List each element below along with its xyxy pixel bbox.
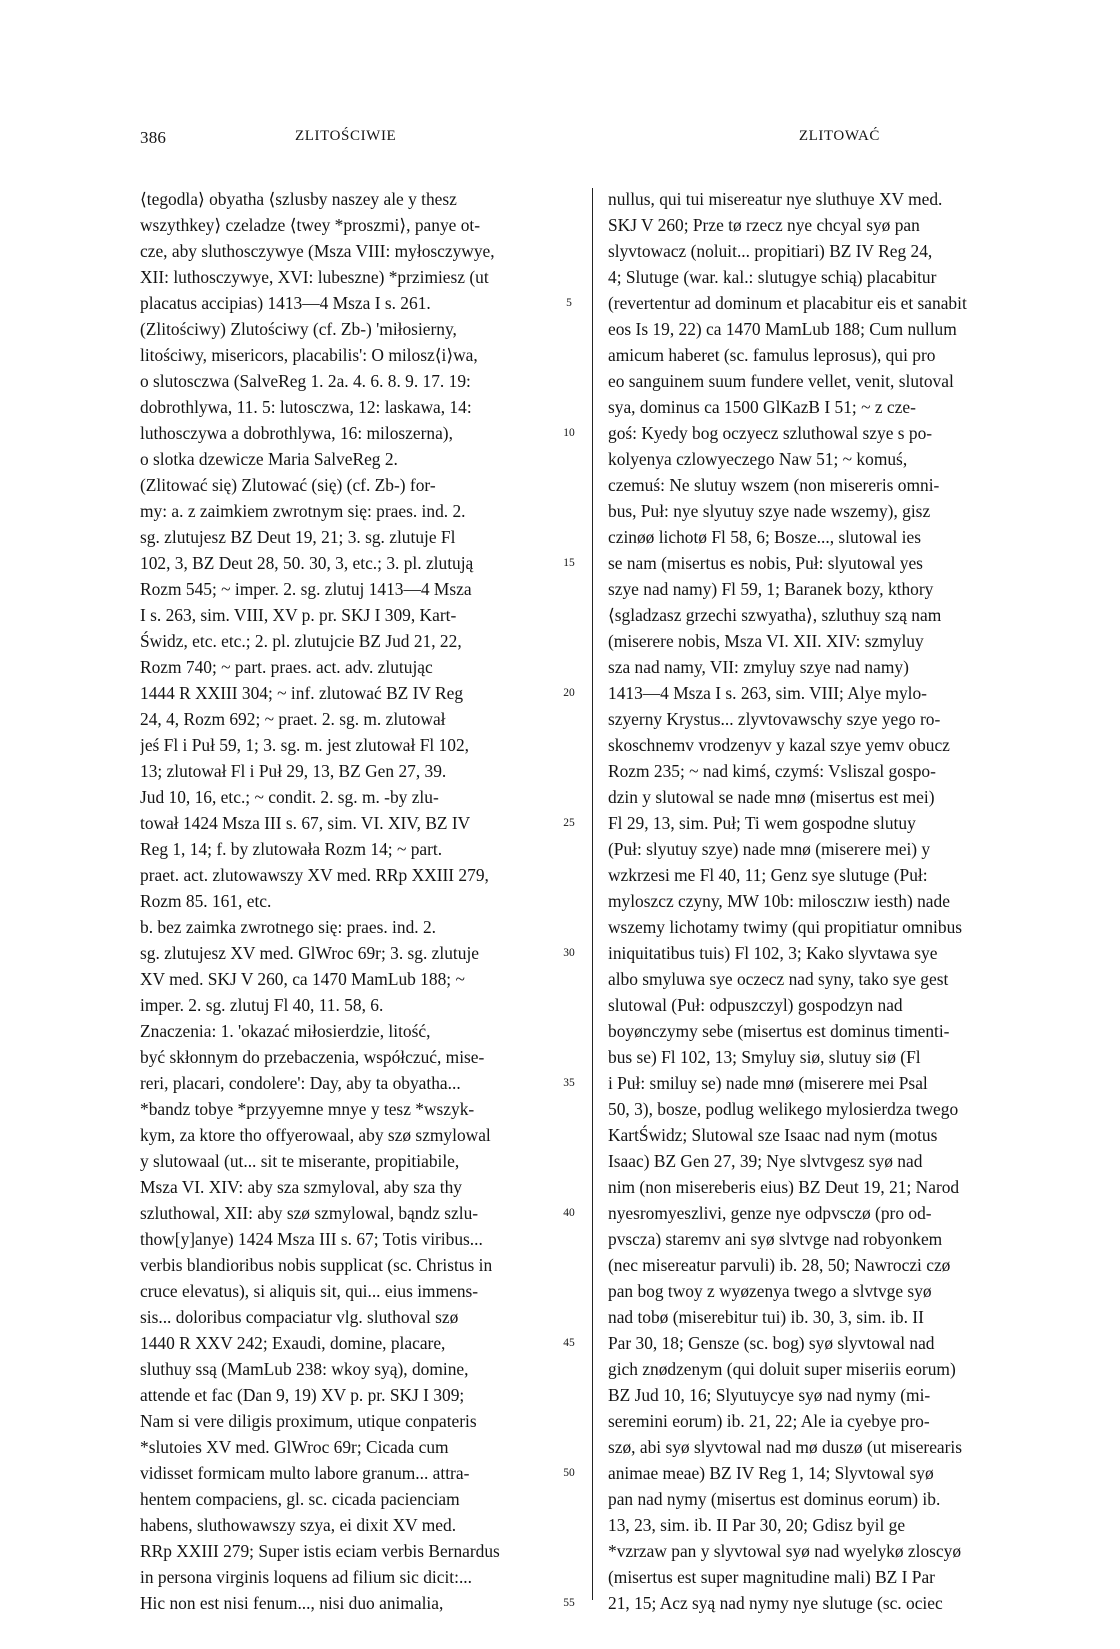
text-line: być skłonnym do przebaczenia, współczuć, mise-	[140, 1047, 485, 1067]
text-line: 50, 3), bosze, podlug welikego mylosierdza twego	[608, 1099, 959, 1119]
text-line: animae meae) BZ IV Reg 1, 14; Slyvtowal syø	[608, 1463, 934, 1483]
column-divider	[592, 188, 593, 1600]
text-line: sya, dominus ca 1500 GlKazB I 51; ~ z cze-	[608, 397, 916, 417]
text-line: BZ Jud 10, 16; Slyutuycye syø nad nymy (mi-	[608, 1385, 931, 1405]
text-line: kym, za ktore tho offyerowaal, aby szø szmylowal	[140, 1125, 491, 1145]
text-line: pvscza) staremv ani syø slvtvge nad robyonkem	[608, 1229, 943, 1249]
text-line: bus se) Fl 102, 13; Smyluy siø, slutuy siø (Fl	[608, 1047, 921, 1067]
text-line: myloszcz czyny, MW 10b: milosczıw iesth) nade	[608, 891, 950, 911]
text-line: hentem compaciens, gl. sc. cicada pacienciam	[140, 1489, 460, 1509]
text-line: y slutowaal (ut... sit te miserante, propitiabile,	[140, 1151, 460, 1171]
text-line: RRp XXIII 279; Super istis eciam verbis Bernardus	[140, 1541, 500, 1561]
text-line: czinøø lichotø Fl 58, 6; Bosze..., slutowal ies	[608, 527, 921, 547]
line-number: 55	[563, 1597, 575, 1609]
line-number: 45	[563, 1337, 575, 1349]
text-line: Reg 1, 14; f. by zlutowała Rozm 14; ~ part.	[140, 839, 443, 859]
text-line: albo smyluwa sye oczecz nad syny, tako sye gest	[608, 969, 949, 989]
text-line: (nec misereatur parvuli) ib. 28, 50; Nawroczi czø	[608, 1255, 951, 1275]
text-line: bus, Puł: nye slyutuy szye nade wszemy), gisz	[608, 501, 931, 521]
text-line: szyerny Krystus... zlyvtovawschy szye yego ro-	[608, 709, 941, 729]
text-line: Rozm 235; ~ nad kimś, czymś: Vsliszal gospo-	[608, 761, 936, 781]
text-line: (Zlitościwy) Zlutościwy (cf. Zb-) 'miłosierny,	[140, 319, 457, 339]
text-line: szluthowal, XII: aby szø szmylowal, bąndz szlu-	[140, 1203, 479, 1223]
text-line: sluthuy ssą (MamLub 238: wkoy syą), domine,	[140, 1359, 469, 1379]
text-line: eo sanguinem suum fundere vellet, venit, slutoval	[608, 371, 954, 391]
text-line: ⟨tegodla⟩ obyatha ⟨szlusby naszey ale y thesz	[140, 189, 457, 209]
text-line: wszemy lichotamy twimy (qui propitiatur omnibus	[608, 917, 963, 937]
text-line: pan nad nymy (misertus est dominus eorum) ib.	[608, 1489, 941, 1509]
text-line: Rozm 545; ~ imper. 2. sg. zlutuj 1413—4 Msza	[140, 579, 472, 599]
line-number: 25	[563, 817, 575, 829]
line-number: 15	[563, 557, 575, 569]
text-line: sza nad namy, VII: zmyluy szye nad namy)	[608, 657, 909, 677]
text-line: o slotka dzewicze Maria SalveReg 2.	[140, 449, 398, 469]
text-line: 1440 R XXV 242; Exaudi, domine, placare,	[140, 1333, 446, 1353]
text-line: gich znødzenym (qui doluit super miseriis eorum)	[608, 1359, 956, 1379]
text-line: *vzrzaw pan y slyvtowal syø nad wyelykø zloscyø	[608, 1541, 962, 1561]
text-line: thow[y]anye) 1424 Msza III s. 67; Totis viribus...	[140, 1229, 483, 1249]
text-line: imper. 2. sg. zlutuj Fl 40, 11. 58, 6.	[140, 995, 384, 1015]
text-line: nad tobø (miserebitur tui) ib. 30, 3, sim. ib. II	[608, 1307, 924, 1327]
text-line: (misertus est super magnitudine mali) BZ I Par	[608, 1567, 935, 1587]
text-line: cze, aby sluthosczywye (Msza VIII: myłosczywye,	[140, 241, 495, 261]
line-number: 5	[566, 297, 572, 309]
text-line: 24, 4, Rozm 692; ~ praet. 2. sg. m. zlutował	[140, 709, 446, 729]
text-line: SKJ V 260; Prze tø rzecz nye chcyal syø pan	[608, 215, 920, 235]
text-line: tował 1424 Msza III s. 67, sim. VI. XIV, BZ IV	[140, 813, 471, 833]
text-line: dzin y slutowal se nade mnø (misertus est mei)	[608, 787, 935, 807]
text-line: slutowal (Puł: odpuszczyl) gospodzyn nad	[608, 995, 903, 1015]
line-number: 40	[563, 1207, 575, 1219]
line-number: 35	[563, 1077, 575, 1089]
left-headword: ZLITOŚCIWIE	[295, 128, 397, 144]
text-line: sg. zlutujesz BZ Deut 19, 21; 3. sg. zlutuje Fl	[140, 527, 456, 547]
text-line: o slutosczwa (SalveReg 1. 2a. 4. 6. 8. 9. 17. 19:	[140, 371, 471, 391]
text-line: XV med. SKJ V 260, ca 1470 MamLub 188; ~	[140, 969, 465, 989]
right-text-column	[608, 186, 1018, 1616]
text-line: 21, 15; Acz syą nad nymy nye slutuge (sc. ociec	[608, 1593, 943, 1613]
line-number: 30	[563, 947, 575, 959]
text-line: 13, 23, sim. ib. II Par 30, 20; Gdisz byil ge	[608, 1515, 906, 1535]
page-number: 386	[140, 128, 167, 147]
text-line: wszythkey⟩ czeladze ⟨twey *proszmi⟩, panye ot-	[140, 215, 481, 235]
text-line: 102, 3, BZ Deut 28, 50. 30, 3, etc.; 3. pl. zlutują	[140, 553, 474, 573]
text-line: dobrothlywa, 11. 5: lutosczwa, 12: laskawa, 14:	[140, 397, 472, 417]
text-line: eos Is 19, 22) ca 1470 MamLub 188; Cum nullum	[608, 319, 957, 339]
line-number: 20	[563, 687, 575, 699]
text-line: luthosczywa a dobrothlywa, 16: miloszerna),	[140, 423, 453, 443]
right-headword: ZLITOWAĆ	[798, 128, 880, 144]
text-line: Hic non est nisi fenum..., nisi duo animalia,	[140, 1593, 444, 1613]
text-line: pan bog twoy z wyøzenya twego a slvtvge syø	[608, 1281, 932, 1301]
text-line: vidisset formicam multo labore granum... attra-	[140, 1463, 470, 1483]
text-line: Nam si vere diligis proximum, utique conpateris	[140, 1411, 477, 1431]
text-line: ⟨sgladzasz grzechi szwyatha⟩, szluthuy szą nam	[608, 605, 942, 625]
text-line: nyesromyeszlivi, genze nye odpvsczø (pro od-	[608, 1203, 932, 1223]
line-number: 10	[563, 427, 575, 439]
text-line: szø, abi syø slyvtowal nad mø duszø (ut miserearis	[608, 1437, 963, 1457]
line-number: 50	[563, 1467, 575, 1479]
text-line: skoschnemv vrodzenyv y kazal szye yemv obucz	[608, 735, 950, 755]
text-line: Isaac) BZ Gen 27, 39; Nye slvtvgesz syø nad	[608, 1151, 923, 1171]
text-line: Rozm 85. 161, etc.	[140, 891, 272, 911]
text-line: attende et fac (Dan 9, 19) XV p. pr. SKJ I 309;	[140, 1385, 465, 1405]
text-line: praet. act. zlutowawszy XV med. RRp XXIII 279,	[140, 865, 489, 885]
text-line: sis... doloribus compaciatur vlg. sluthoval szø	[140, 1307, 459, 1327]
text-line: amicum haberet (sc. famulus leprosus), qui pro	[608, 345, 936, 365]
text-line: wzkrzesi me Fl 40, 11; Genz sye slutuge (Puł:	[608, 865, 928, 885]
text-line: boyønczymy sebe (misertus est dominus timenti-	[608, 1021, 950, 1041]
text-line: Znaczenia: 1. 'okazać miłosierdzie, litość,	[140, 1021, 431, 1041]
text-line: i Puł: smiluy se) nade mnø (miserere mei Psal	[608, 1073, 928, 1093]
text-line: (revertentur ad dominum et placabitur eis et sanabit	[608, 293, 967, 313]
text-line: (miserere nobis, Msza VI. XII. XIV: szmyluy	[608, 631, 924, 651]
text-line: 1444 R XXIII 304; ~ inf. zlutować BZ IV Reg	[140, 683, 464, 703]
text-line: habens, sluthowawszy szya, ei dixit XV med.	[140, 1515, 457, 1535]
text-line: goś: Kyedy bog oczyecz szluthowal szye s po-	[608, 423, 933, 443]
text-line: szye nad namy) Fl 59, 1; Baranek bozy, kthory	[608, 579, 934, 599]
text-line: I s. 263, sim. VIII, XV p. pr. SKJ I 309, Kart-	[140, 605, 457, 625]
text-line: 4; Slutuge (war. kal.: slutugye schią) placabitur	[608, 267, 937, 287]
text-line: b. bez zaimka zwrotnego się: praes. ind. 2.	[140, 917, 437, 937]
text-line: (Zlitować się) Zlutować (się) (cf. Zb-) for-	[140, 475, 436, 495]
text-line: se nam (misertus es nobis, Puł: slyutowal yes	[608, 553, 923, 573]
left-text-column	[140, 186, 540, 1616]
text-line: iniquitatibus tuis) Fl 102, 3; Kako slyvtawa sye	[608, 943, 938, 963]
text-line: seremini eorum) ib. 21, 22; Ale ia cyebye pro-	[608, 1411, 930, 1431]
text-line: Fl 29, 13, sim. Puł; Ti wem gospodne slutuy	[608, 813, 916, 833]
text-line: czemuś: Ne slutuy wszem (non misereris omni-	[608, 475, 940, 495]
text-line: verbis blandioribus nobis supplicat (sc. Christus in	[140, 1255, 493, 1275]
text-line: jeś Fl i Puł 59, 1; 3. sg. m. jest zlutował Fl 102,	[140, 735, 469, 755]
text-line: XII: luthosczywye, XVI: lubeszne) *przimiesz (ut	[140, 267, 489, 287]
text-line: reri, placari, condolere': Day, aby ta obyatha...	[140, 1073, 461, 1093]
text-line: nim (non misereberis eius) BZ Deut 19, 21; Narod	[608, 1177, 960, 1197]
text-line: Msza VI. XIV: aby sza szmyloval, aby sza thy	[140, 1177, 462, 1197]
text-line: 13; zlutował Fl i Puł 29, 13, BZ Gen 27, 39.	[140, 761, 447, 781]
text-line: kolyenya czlowyeczego Naw 51; ~ komuś,	[608, 449, 908, 469]
text-line: slyvtowacz (noluit... propitiari) BZ IV Reg 24,	[608, 241, 933, 261]
text-line: 1413—4 Msza I s. 263, sim. VIII; Alye mylo-	[608, 683, 927, 703]
text-line: *slutoies XV med. GlWroc 69r; Cicada cum	[140, 1437, 449, 1457]
text-line: litościwy, misericors, placabilis': O milosz⟨i⟩wa,	[140, 345, 478, 365]
text-line: Rozm 740; ~ part. praes. act. adv. zlutując	[140, 657, 433, 677]
text-line: Par 30, 18; Gensze (sc. bog) syø slyvtowal nad	[608, 1333, 935, 1353]
text-line: nullus, qui tui misereatur nye sluthuye XV med.	[608, 189, 943, 209]
text-line: *bandz tobye *przyyemne mnye y tesz *wszyk-	[140, 1099, 475, 1119]
text-line: Jud 10, 16, etc.; ~ condit. 2. sg. m. -by zlu-	[140, 787, 439, 807]
text-line: my: a. z zaimkiem zwrotnym się: praes. ind. 2.	[140, 501, 466, 521]
text-line: sg. zlutujesz XV med. GlWroc 69r; 3. sg. zlutuje	[140, 943, 479, 963]
text-line: in persona virginis loquens ad filium sic dicit:...	[140, 1567, 472, 1587]
text-line: placatus accipias) 1413—4 Msza I s. 261.	[140, 293, 431, 313]
running-header	[140, 128, 880, 152]
text-line: cruce elevatus), si aliquis sit, qui... eius immens-	[140, 1281, 479, 1301]
text-line: Świdz, etc. etc.; 2. pl. zlutujcie BZ Jud 21, 22,	[140, 631, 462, 651]
text-line: KartŚwidz; Slutowal sze Isaac nad nym (motus	[608, 1125, 938, 1145]
text-line: (Puł: slyutuy szye) nade mnø (miserere mei) y	[608, 839, 931, 859]
